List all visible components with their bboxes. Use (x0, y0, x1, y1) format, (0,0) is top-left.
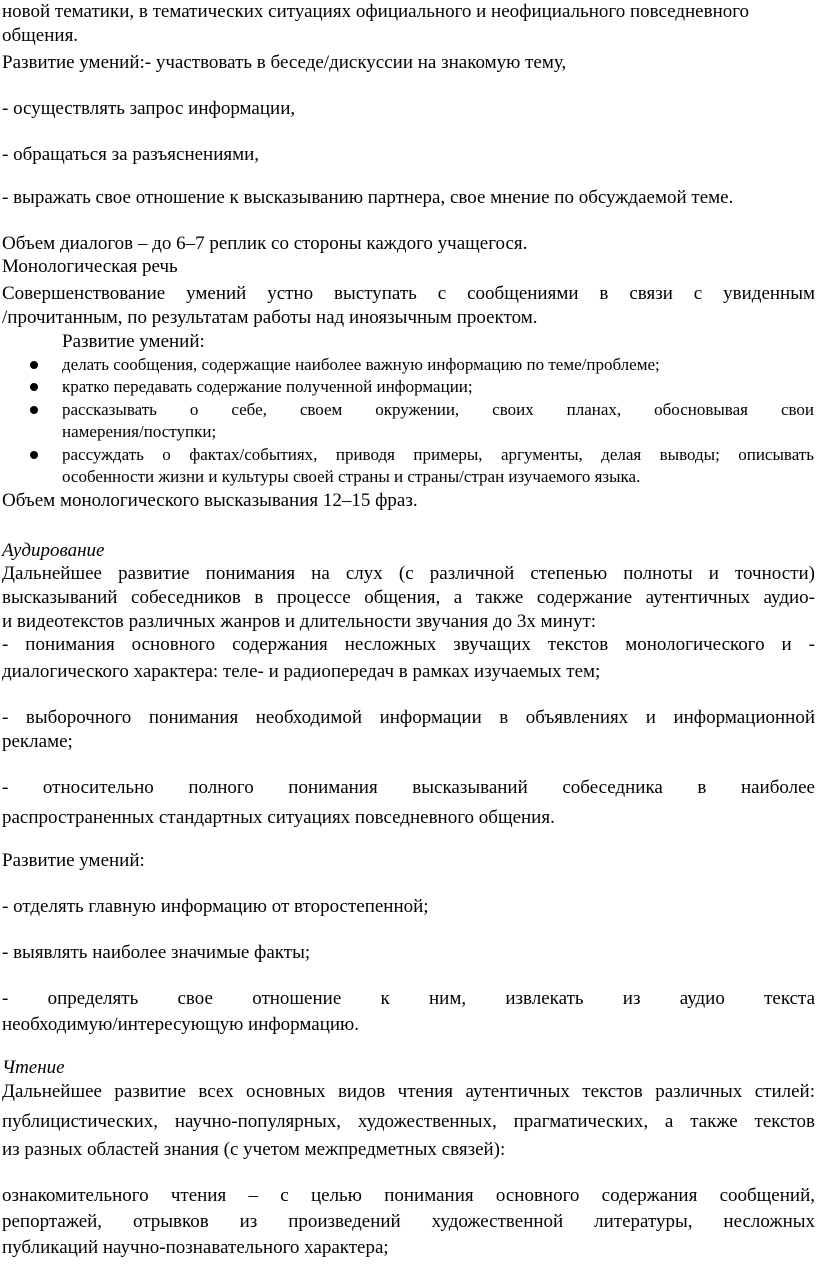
listening-para-line-9: распространенных стандартных ситуациях повседневного общения. (2, 807, 555, 828)
listening-para-line-8: - относительно полного понимания высказываний собеседника в наиболее (2, 777, 815, 798)
listening-heading: Аудирование (2, 540, 105, 561)
reading-para-line-6: публикаций научно-познавательного характера; (2, 1237, 389, 1258)
intro-line-5: - обращаться за разъяснениями, (2, 144, 260, 165)
reading-para-line-2: публицистических, научно-популярных, художественных, прагматических, а также текстов (2, 1111, 815, 1132)
listening-para-line-6: - выборочного понимания необходимой информации в объявлениях и информационной (2, 707, 815, 728)
listening-skill-2: - выявлять наиболее значимые факты; (2, 942, 311, 963)
monologue-para-line-1: Совершенствование умений устно выступать с сообщениями в связи с увиденным (2, 283, 815, 304)
reading-heading: Чтение (2, 1057, 65, 1078)
monologue-para-line-2: /прочитанным, по результатам работы над иноязычным проектом. (2, 307, 538, 328)
monologue-bullet-3-cont: намерения/поступки; (62, 422, 217, 441)
intro-line-3: Развитие умений:- участвовать в беседе/дискуссии на знакомую тему, (2, 52, 567, 73)
reading-para-line-5: репортажей, отрывков из произведений художественной литературы, несложных (2, 1211, 815, 1232)
monologue-bullet-4: рассуждать о фактах/событиях, приводя примеры, аргументы, делая выводы; описывать (62, 445, 814, 464)
intro-line-2: общения. (2, 25, 79, 46)
bullet-icon (30, 406, 38, 414)
listening-para-line-5: диалогического характера: теле- и радиопередач в рамках изучаемых тем; (2, 661, 601, 682)
monologue-skills-label: Развитие умений: (62, 331, 205, 352)
reading-para-line-4: ознакомительного чтения – с целью понимания основного содержания сообщений, (2, 1185, 815, 1206)
bullet-icon (30, 383, 38, 391)
reading-para-line-3: из разных областей знания (с учетом межпредметных связей): (2, 1139, 506, 1160)
listening-skill-3: - определять свое отношение к ним, извлекать из аудио текста (2, 988, 815, 1009)
listening-skills-label: Развитие умений: (2, 850, 145, 871)
monologue-bullet-4-cont: особенности жизни и культуры своей страны и страны/стран изучаемого языка. (62, 467, 641, 486)
listening-para-line-1: Дальнейшее развитие понимания на слух (с различной степенью полноты и точности) (2, 563, 815, 584)
reading-para-line-1: Дальнейшее развитие всех основных видов чтения аутентичных текстов различных стилей: (2, 1081, 815, 1102)
monologue-bullet-3: рассказывать о себе, своем окружении, своих планах, обосновывая свои (62, 400, 814, 419)
listening-skill-3-cont: необходимую/интересующую информацию. (2, 1014, 360, 1035)
intro-line-1: новой тематики, в тематических ситуациях официального и неофициального повседневного (2, 1, 750, 22)
monologue-heading: Монологическая речь (2, 256, 178, 277)
listening-para-line-2: высказываний собеседников в процессе общения, а также содержание аутентичных аудио- (2, 587, 815, 608)
monologue-volume: Объем монологического высказывания 12–15 фраз. (2, 490, 418, 511)
dialogue-volume: Объем диалогов – до 6–7 реплик со стороны каждого учащегося. (2, 233, 528, 254)
bullet-icon (30, 451, 38, 459)
listening-para-line-4: - понимания основного содержания несложных звучащих текстов монологического и - (2, 634, 815, 655)
listening-para-line-7: рекламе; (2, 731, 73, 752)
intro-line-4: - осуществлять запрос информации, (2, 98, 296, 119)
monologue-bullet-2: кратко передавать содержание полученной информации; (62, 377, 473, 396)
listening-skill-1: - отделять главную информацию от второстепенной; (2, 896, 429, 917)
monologue-bullet-1: делать сообщения, содержащие наиболее важную информацию по теме/проблеме; (62, 355, 660, 374)
listening-para-line-3: и видеотекстов различных жанров и длительности звучания до 3х минут: (2, 611, 597, 632)
bullet-icon (30, 361, 38, 369)
intro-line-6: - выражать свое отношение к высказыванию партнера, свое мнение по обсуждаемой теме. (2, 187, 734, 208)
